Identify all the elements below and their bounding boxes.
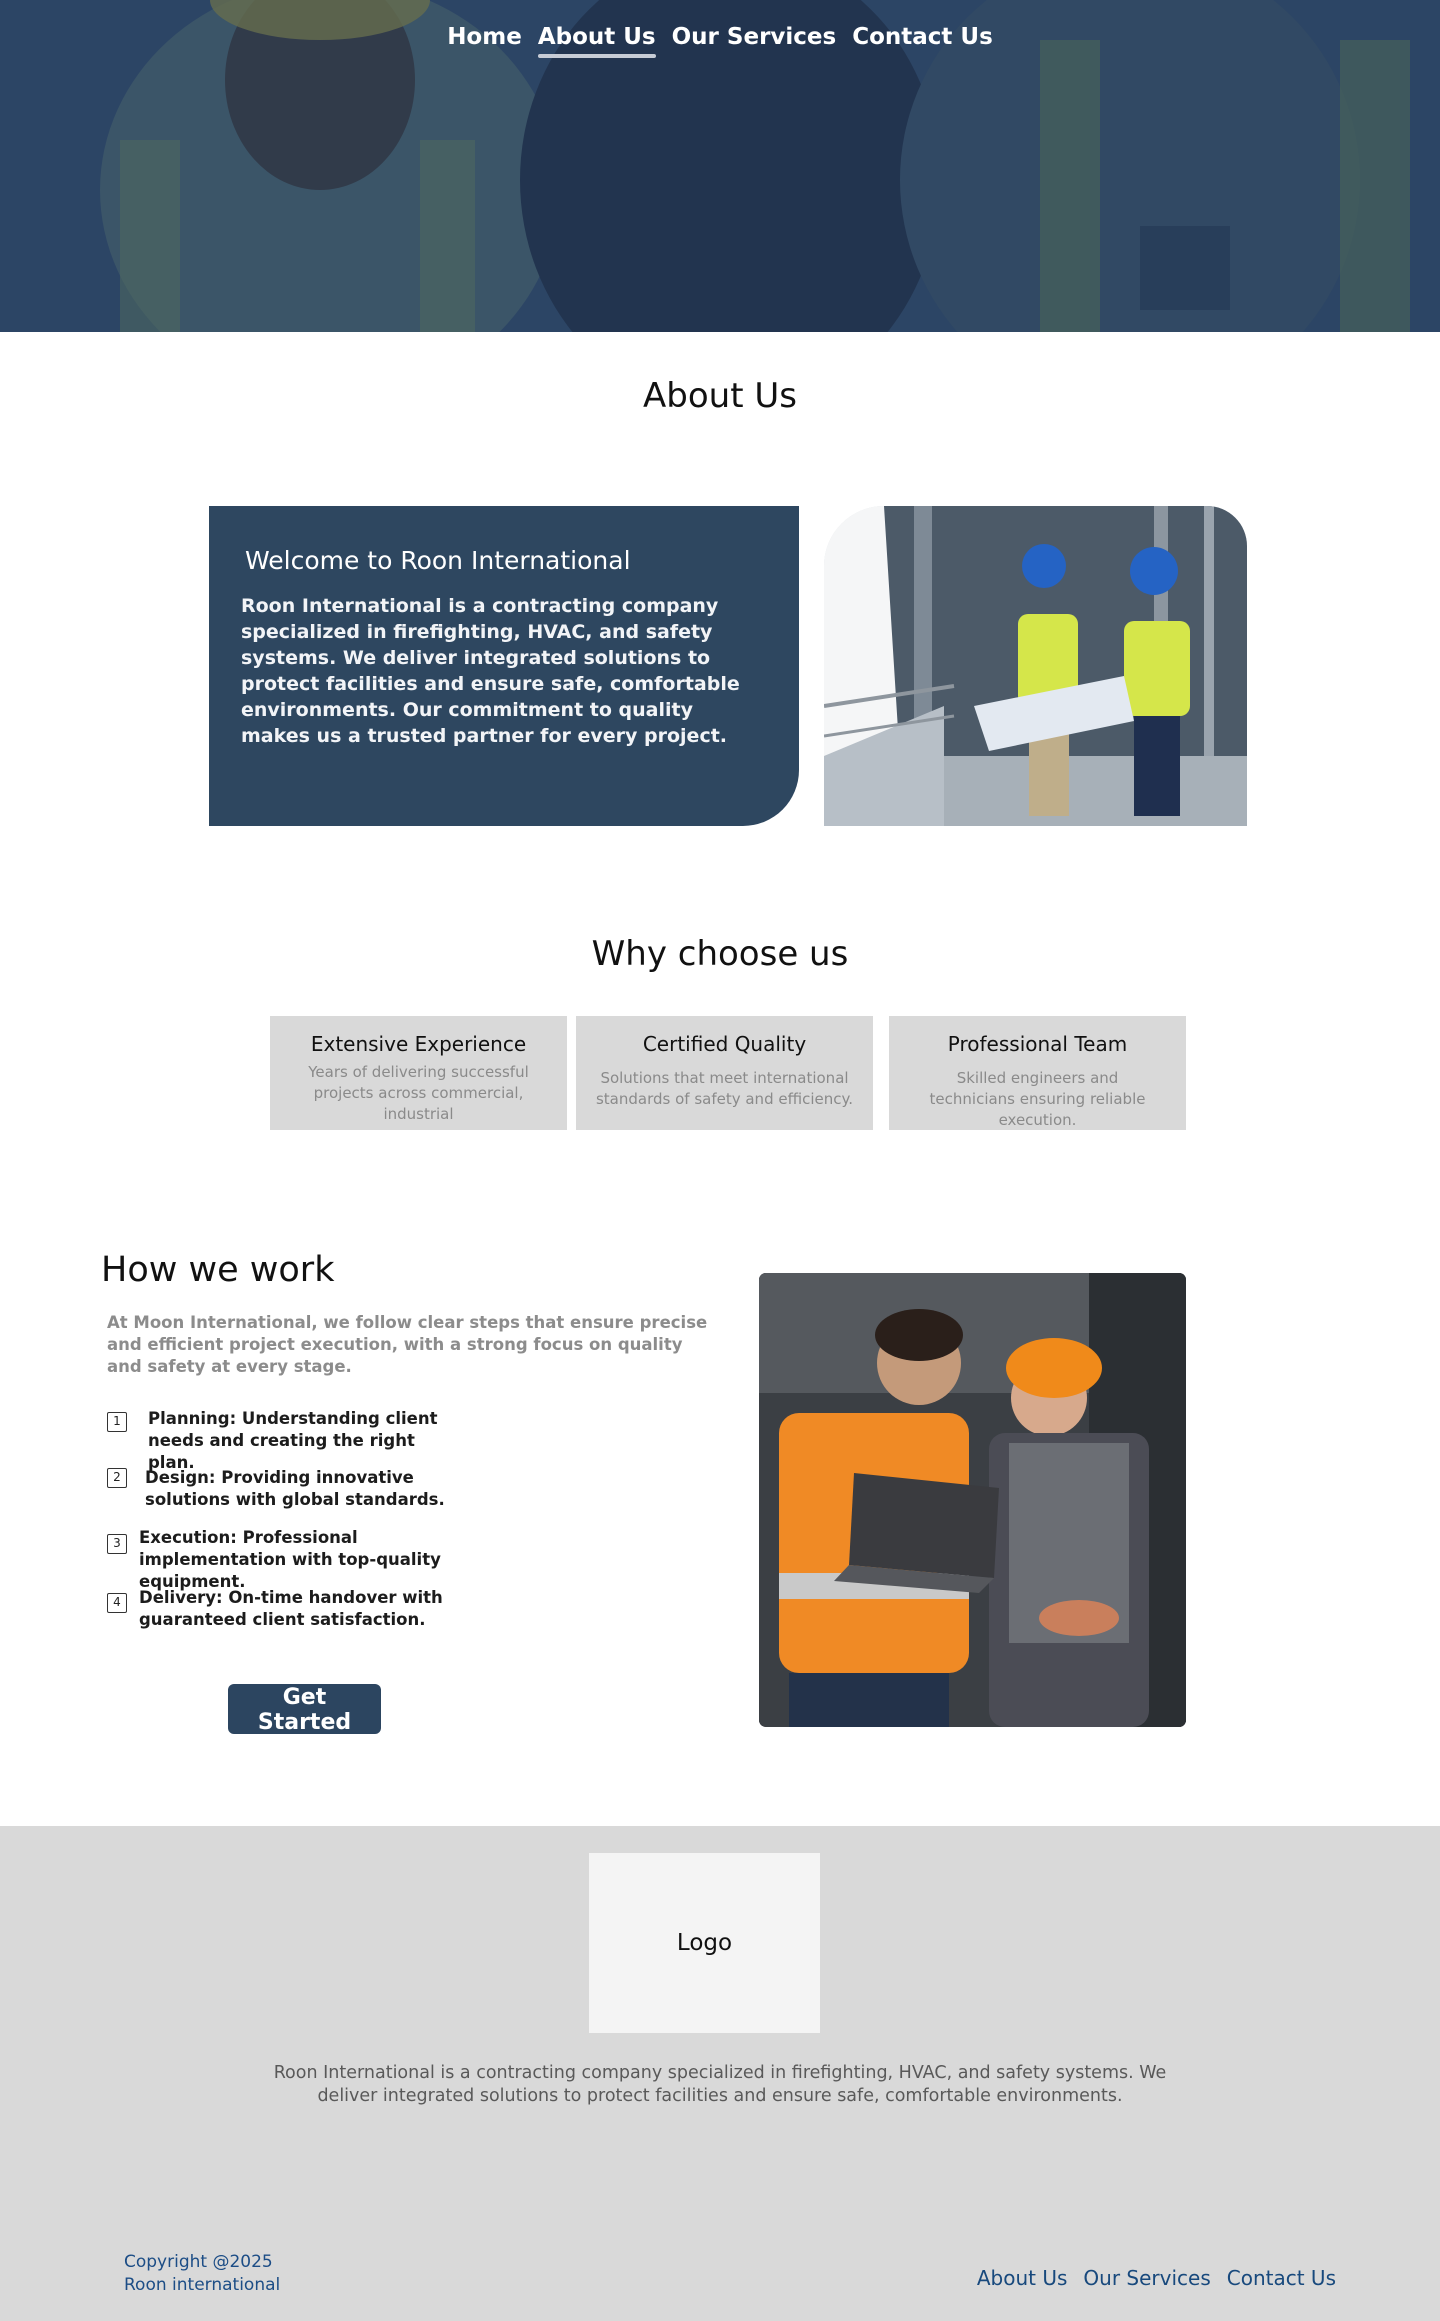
welcome-text: Roon International is a contracting company specialized in firefighting, HVAC, and safety systems. We deliver integrated solutions to protect facilities and ensure safe, comfortable environments. Our commitment to quality makes us a trusted partner for every project. xyxy=(241,595,740,747)
footer-nav xyxy=(977,2266,1336,2290)
get-started-button[interactable]: Get Started xyxy=(228,1684,381,1734)
engineers-laptop-photo xyxy=(759,1273,1186,1727)
footer-description: Roon International is a contracting company specialized in firefighting, HVAC, and safety systems. We deliver integrated solutions to protect facilities and ensure safe, comfortable environments. xyxy=(273,2063,1167,2106)
welcome-heading: Welcome to Roon International xyxy=(245,546,631,575)
feature-card-experience xyxy=(270,1016,567,1130)
feature-title: Certified Quality xyxy=(642,1032,807,1056)
footer-logo[interactable]: Logo xyxy=(589,1853,820,2033)
nav-about-us[interactable]: About Us xyxy=(538,22,656,58)
copyright xyxy=(124,2251,280,2297)
about-title: About Us xyxy=(643,376,797,416)
step-2-icon: 2 xyxy=(107,1468,127,1488)
step-4-text: Delivery: On-time handover with guaranteed client satisfaction. xyxy=(139,1588,443,1629)
feature-text: Skilled engineers and technicians ensuring reliable execution. xyxy=(929,1069,1146,1129)
step-3-text: Execution: Professional implementation with top-quality equipment. xyxy=(139,1528,441,1591)
step-1-icon: 1 xyxy=(107,1412,127,1432)
nav-contact-us[interactable]: Contact Us xyxy=(852,24,993,50)
how-title: How we work xyxy=(101,1250,335,1290)
feature-card-team xyxy=(889,1016,1186,1130)
feature-title: Professional Team xyxy=(947,1032,1128,1056)
feature-card-quality xyxy=(576,1016,873,1130)
step-3-icon: 3 xyxy=(107,1534,127,1554)
footer-link-our-services[interactable]: Our Services xyxy=(1083,2266,1211,2290)
feature-text: Years of delivering successful projects across commercial, industrial xyxy=(308,1063,529,1123)
copyright-line-1: Copyright @2025 xyxy=(124,2252,273,2272)
copyright-line-2: Roon international xyxy=(124,2275,281,2295)
nav-home[interactable]: Home xyxy=(447,24,522,50)
step-2-text: Design: Providing innovative solutions with global standards. xyxy=(145,1468,445,1509)
step-1-text: Planning: Understanding client needs and creating the right plan. xyxy=(148,1409,438,1472)
feature-title: Extensive Experience xyxy=(310,1032,527,1056)
main-nav xyxy=(0,22,1440,58)
footer-link-about-us[interactable]: About Us xyxy=(976,2266,1068,2290)
engineers-blueprint-photo xyxy=(824,506,1247,826)
feature-text: Solutions that meet international standards of safety and efficiency. xyxy=(595,1069,853,1108)
welcome-card xyxy=(209,506,799,826)
nav-our-services[interactable]: Our Services xyxy=(671,24,837,50)
step-4-icon: 4 xyxy=(107,1593,127,1613)
footer xyxy=(0,1826,1440,2321)
why-title: Why choose us xyxy=(591,934,849,974)
footer-link-contact-us[interactable]: Contact Us xyxy=(1226,2266,1336,2290)
hero-banner xyxy=(0,0,1440,332)
how-intro: At Moon International, we follow clear steps that ensure precise and efficient project execution, with a strong focus on quality and safety at every stage. xyxy=(107,1313,708,1376)
